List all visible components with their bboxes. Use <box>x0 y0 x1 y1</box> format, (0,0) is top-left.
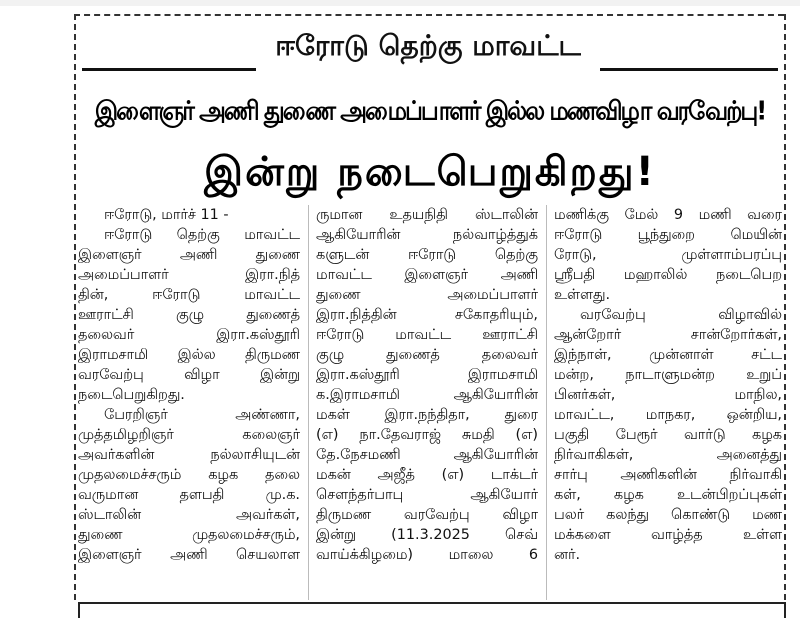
article-line: துணை முதலமைச்சரும், <box>78 527 300 543</box>
subheadline: இன்று நடைபெறுகிறது! <box>204 149 656 195</box>
article-line: ஆன்றோர் சான்றோர்கள், <box>554 327 782 343</box>
article-line: இரா.கஸ்தூரி இராமசாமி <box>316 367 538 383</box>
article-line: நடைபெறுகிறது. <box>78 387 185 403</box>
section-rule-left <box>82 68 256 71</box>
article-line: முத்தமிழறிஞர் கலைஞர் <box>78 427 300 443</box>
article-line: ஸ்ரீபதி மஹாலில் நடைபெற <box>554 267 782 283</box>
article-line: ஆகியோரின் நல்வாழ்த்துக் <box>316 227 538 243</box>
article-line: ஸ்டாலின் அவர்கள், <box>78 507 300 523</box>
article-line: சௌந்தர்பாபு ஆகியோர் <box>316 487 538 503</box>
article-line: அவர்களின் நல்லாசியுடன் <box>78 447 300 463</box>
article-line: ஊராட்சி குழு துணைத் <box>78 307 300 323</box>
next-article-box <box>78 602 786 618</box>
article-line: தலைவர் இரா.கஸ்தூரி <box>78 327 300 343</box>
article-line: வரவேற்பு விழா இன்று <box>78 367 300 383</box>
article-line: மன்ற, நாடாளுமன்ற உறுப் <box>554 367 782 383</box>
article-column-3 <box>554 205 782 565</box>
article-column-1 <box>78 205 300 565</box>
article-line: மகன் அஜீத் (எ) டாக்டர் <box>316 467 538 483</box>
article-line: வருமான தளபதி மு.க. <box>78 487 300 503</box>
dashed-border-right <box>784 14 786 600</box>
section-title: ஈரோடு தெற்கு மாவட்ட <box>275 29 581 62</box>
article-line: குழு துணைத் தலைவர் <box>316 347 538 363</box>
dashed-border-top <box>74 14 784 16</box>
article-line: முதலமைச்சரும் கழக தலை <box>78 467 300 483</box>
article-line: ஈரோடு தெற்கு மாவட்ட <box>104 227 300 243</box>
article-line: திருமண வரவேற்பு விழா <box>316 507 538 523</box>
article-line: தின், ஈரோடு மாவட்ட <box>78 287 300 303</box>
column-divider <box>546 205 547 600</box>
column-divider <box>308 205 309 600</box>
article-line: உள்ளது. <box>554 287 611 303</box>
section-rule-right <box>600 68 778 71</box>
headline: இளைஞர் அணி துணை அமைப்பாளர் இல்ல மணவிழா வரவேற்பு! <box>94 95 766 127</box>
article-line: சார்பு அணிகளின் நிர்வாகி <box>554 467 782 483</box>
article-line: பேரறிஞர் அண்ணா, <box>104 407 300 423</box>
article-line: கள், கழக உடன்பிறப்புகள் <box>554 487 782 503</box>
article-line: ஈரோடு மாவட்ட ஊராட்சி <box>316 327 538 343</box>
article-line: மக்களை வாழ்த்த உள்ள <box>554 527 782 543</box>
article-line: இளைஞர் அணி துணை <box>78 247 300 263</box>
article-line: மகள் இரா.நந்திதா, துரை <box>316 407 538 423</box>
article-line: ஈரோடு, மார்ச் 11 - <box>104 207 229 223</box>
article-line: பினர்கள், மாநில, <box>554 387 782 403</box>
article-column-2 <box>316 205 538 565</box>
article-line: இன்று (11.3.2025 செவ் <box>316 527 538 543</box>
article-line: (எ) நா.தேவராஜ் சுமதி (எ) <box>316 427 538 443</box>
article-line: இந்நாள், முன்னாள் சட்ட <box>554 347 782 363</box>
article-line: இளைஞர் அணி செயலாள <box>78 547 300 563</box>
article-line: மாவட்ட இளைஞர் அணி <box>316 267 538 283</box>
article-line: வரவேற்பு விழாவில் <box>580 307 782 323</box>
top-strip <box>0 0 800 6</box>
article-line: ஈரோடு பூந்துறை மெயின் <box>554 227 782 243</box>
article-line: வாய்க்கிழமை) மாலை 6 <box>316 547 538 563</box>
article-line: களுடன் ஈரோடு தெற்கு <box>316 247 538 263</box>
article-line: நிர்வாகிகள், அனைத்து <box>554 447 782 463</box>
article-line: ரோடு, முள்ளாம்பரப்பு <box>554 247 782 263</box>
article-line: மாவட்ட, மாநகர, ஒன்றிய, <box>554 407 782 423</box>
article-line: தே.நேசமணி ஆகியோரின் <box>316 447 538 463</box>
article-line: பகுதி பேரூர் வார்டு கழக <box>554 427 782 443</box>
article-line: அமைப்பாளர் இரா.நித் <box>78 267 300 283</box>
article-line: இராமசாமி இல்ல திருமண <box>78 347 300 363</box>
article-line: ருமான உதயநிதி ஸ்டாலின் <box>316 207 538 223</box>
article-line: மணிக்கு மேல் 9 மணி வரை <box>554 207 782 223</box>
article-line: துணை அமைப்பாளர் <box>316 287 538 303</box>
article-line: க.இராமசாமி ஆகியோரின் <box>316 387 538 403</box>
article-line: னர். <box>554 547 581 563</box>
dashed-border-left <box>74 14 76 600</box>
article-line: இரா.நித்தின் சகோதரியும், <box>316 307 538 323</box>
article-line: பலர் கலந்து கொண்டு மண <box>554 507 782 523</box>
